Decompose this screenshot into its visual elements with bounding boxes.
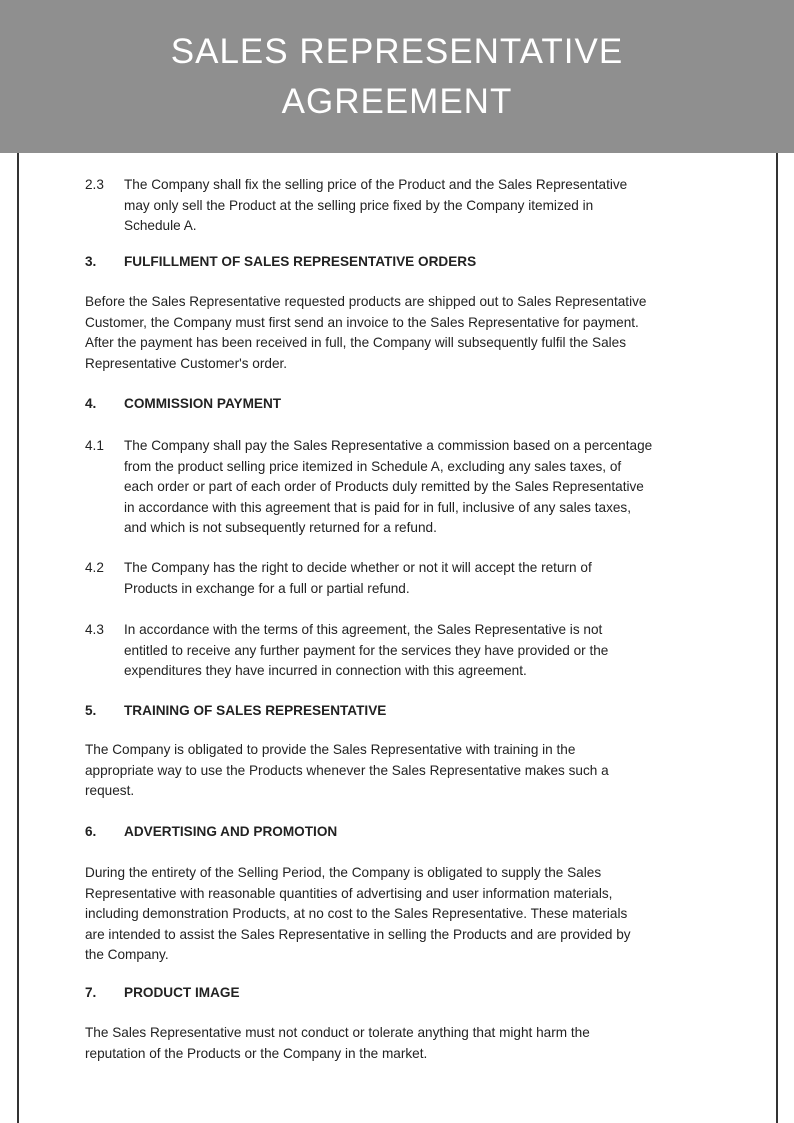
clause-number: 4.1 [85, 438, 104, 453]
text-line: After the payment has been received in full, the Company will subsequently fulfil the Sales [85, 335, 627, 351]
clause-text [124, 175, 627, 237]
section-title: ADVERTISING AND PROMOTION [124, 824, 338, 839]
section-title: FULFILLMENT OF SALES REPRESENTATIVE ORDERS [124, 254, 477, 269]
text-line: The Company shall pay the Sales Representative a commission based on a percentage [124, 438, 653, 453]
text-line: reputation of the Products or the Company in the market. [85, 1045, 428, 1061]
clause-text [124, 620, 608, 682]
text-line: The Company shall fix the selling price of the Product and the Sales Representative [124, 177, 628, 192]
section-title: PRODUCT IMAGE [124, 985, 240, 1000]
clause-text [124, 558, 592, 599]
clause-number: 2.3 [85, 177, 104, 192]
page-border-right [776, 153, 778, 1123]
text-line: During the entirety of the Selling Period, the Company is obligated to supply the Sales [85, 865, 602, 880]
section-number: 6. [85, 824, 97, 839]
text-line: expenditures they have incurred in connection with this agreement. [124, 663, 527, 679]
paragraph-text [85, 740, 609, 802]
text-line: The Company has the right to decide whether or not it will accept the return of [124, 560, 592, 575]
page-border-left [17, 153, 19, 1123]
text-line: entitled to receive any further payment for the services they have provided or the [124, 642, 609, 658]
section-title: COMMISSION PAYMENT [124, 396, 282, 411]
text-line: The Company is obligated to provide the Sales Representative with training in the [85, 742, 576, 757]
section-title: TRAINING OF SALES REPRESENTATIVE [124, 703, 387, 718]
title-line-2: AGREEMENT [281, 82, 513, 121]
text-line: may only sell the Product at the selling price fixed by the Company itemized in [124, 197, 594, 213]
text-line: The Sales Representative must not conduct or tolerate anything that might harm the [85, 1025, 590, 1040]
title-line-1: SALES REPRESENTATIVE [170, 32, 624, 71]
text-line: in accordance with this agreement that is paid for in full, inclusive of any sales taxes, [124, 499, 632, 515]
text-line: Schedule A. [124, 218, 197, 234]
text-line: In accordance with the terms of this agreement, the Sales Representative is not [124, 622, 603, 637]
text-line: Before the Sales Representative requested products are shipped out to Sales Representative [85, 294, 647, 309]
paragraph-text [85, 292, 646, 374]
clause-number: 4.3 [85, 622, 104, 637]
clause-number: 4.2 [85, 560, 104, 575]
paragraph-text [85, 863, 631, 966]
text-line: Representative Customer's order. [85, 355, 288, 371]
paragraph-text [85, 1023, 590, 1064]
text-line: each order or part of each order of Products duly remitted by the Sales Representative [124, 479, 644, 495]
section-number: 3. [85, 254, 97, 269]
section-number: 7. [85, 985, 97, 1000]
text-line: the Company. [85, 947, 169, 963]
text-line: request. [85, 783, 135, 799]
text-line: including demonstration Products, at no cost to the Sales Representative. These materials [85, 906, 628, 922]
section-number: 5. [85, 703, 97, 718]
text-line: Customer, the Company must first send an invoice to the Sales Representative for payment. [85, 314, 639, 330]
text-line: and which is not subsequently returned for a refund. [124, 520, 437, 536]
text-line: appropriate way to use the Products whenever the Sales Representative makes such a [85, 762, 609, 778]
section-number: 4. [85, 396, 97, 411]
text-line: Representative with reasonable quantities of advertising and user information materials, [85, 885, 613, 901]
clause-text [124, 436, 652, 539]
text-line: from the product selling price itemized in Schedule A, excluding any sales taxes, of [124, 458, 622, 474]
title-banner [0, 0, 794, 153]
text-line: are intended to assist the Sales Representative in selling the Products and are provided by [85, 926, 631, 942]
text-line: Products in exchange for a full or partial refund. [124, 580, 410, 596]
